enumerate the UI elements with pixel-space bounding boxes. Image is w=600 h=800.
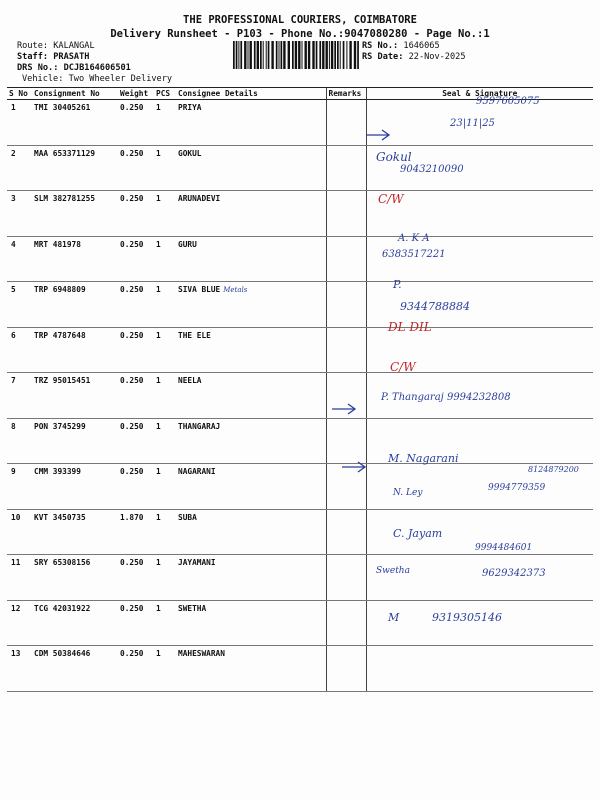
route-value: KALANGAL [53,41,95,51]
row-consignment [32,600,118,646]
row-consignee-text: SUBA [178,512,197,522]
phone-handwritten: 9344788884 [400,300,470,313]
arrow-mark [330,402,360,416]
row-pcs [154,418,176,464]
row-sno-text: 4 [11,239,16,249]
vehicle-value: Two Wheeler Delivery [68,74,173,84]
row-consignment [32,236,118,282]
row-weight-text: 1.870 [120,512,144,522]
row-sno-text: 9 [11,467,16,476]
row-pcs [154,100,176,146]
row-consignment-text: TMI 30405261 [34,103,91,112]
row-pcs-text: 1 [156,467,161,476]
row-consignee-text: ARUNADEVI [178,194,221,203]
row-weight [118,100,154,146]
col-weight: Weight [118,88,154,100]
row-consignment [32,100,118,146]
row-consignee-text: PRIYA [178,103,202,112]
row-weight-text: 0.250 [120,330,144,340]
row-consignee [176,600,326,646]
row-consignee [176,373,326,419]
row-pcs [154,327,176,373]
signature-mark: Gokul [376,150,412,164]
row-sno [7,191,32,237]
row-consignment [32,282,118,328]
route-label: Route: [17,41,49,51]
row-consignee-text: GURU [178,239,197,249]
row-weight [118,509,154,555]
row-pcs [154,236,176,282]
row-consignment [32,373,118,419]
row-sno [7,373,32,419]
row-sno-text: 10 [11,512,21,522]
row-consignee-text: NEELA [178,376,202,385]
row-weight [118,646,154,692]
row-sno [7,327,32,373]
row-consignment-text: PON 3745299 [34,421,86,431]
row-consignment [32,418,118,464]
row-remarks [326,145,366,191]
row-consignee [176,464,326,510]
row-pcs [154,464,176,510]
row-pcs-text: 1 [156,421,161,431]
signature-mark: P. [393,278,402,291]
signature-mark: M. Nagarani [388,452,459,465]
row-consignment-text: MAA 653371129 [34,148,96,158]
row-consignee-text: MAHESWARAN [178,649,225,658]
drs-value: DCJB164606501 [63,63,131,73]
table-row [7,646,593,692]
signature-mark: DL DIL [388,320,432,334]
company-title: THE PROFESSIONAL COURIERS, COIMBATORE [183,14,417,26]
row-consignment-text: TRP 6948809 [34,285,86,294]
staff-value: PRASATH [53,52,90,62]
table-row [7,327,593,373]
row-consignment [32,464,118,510]
row-weight-text: 0.250 [120,376,144,385]
row-consignee-text: JAYAMANI [178,558,216,567]
phone-handwritten: 9994779359 [488,483,546,493]
col-sno: S No [7,88,32,100]
row-consignee [176,509,326,555]
staff-label: Staff: [17,52,49,62]
row-weight [118,327,154,373]
runsheet-subtitle: Delivery Runsheet - P103 - Phone No.:9047080280 - Page No.:1 [110,28,490,40]
row-pcs-text: 1 [156,558,161,567]
row-sno-text: 11 [11,558,21,567]
rs-date-label: RS Date: [362,52,404,62]
row-pcs-text: 1 [156,649,161,658]
row-sno-text: 6 [11,330,16,340]
row-weight [118,145,154,191]
row-consignee [176,555,326,601]
row-sno [7,555,32,601]
row-sno-text: 13 [11,649,21,658]
phone-handwritten: 8124879200 [528,465,579,474]
row-consignee [176,327,326,373]
row-consignee-text: THE ELE [178,330,211,340]
route-line [17,41,95,52]
handwritten-note: Metals [223,286,248,294]
row-consignment-text: CMM 393399 [34,467,81,476]
drs-label: DRS No.: [17,63,59,73]
row-consignee [176,418,326,464]
row-consignment-text: TCG 42031922 [34,603,91,613]
row-consignee [176,236,326,282]
row-remarks [326,600,366,646]
row-consignment-text: MRT 481978 [34,239,81,249]
phone-handwritten: 6383517221 [382,249,446,260]
row-weight-text: 0.250 [120,194,144,203]
row-consignee [176,145,326,191]
table-row [7,236,593,282]
row-sno-text: 8 [11,421,16,431]
row-remarks [326,509,366,555]
row-weight-text: 0.250 [120,148,144,158]
row-pcs-text: 1 [156,148,161,158]
signature-mark: Swetha [376,566,410,576]
row-sno [7,646,32,692]
row-consignee [176,191,326,237]
row-consignment [32,646,118,692]
runsheet-table [7,87,593,692]
row-weight-text: 0.250 [120,421,144,431]
arrow-mark [340,460,370,474]
row-remarks [326,327,366,373]
rs-no-label: RS No.: [362,41,399,51]
row-seal [366,555,593,601]
row-pcs [154,373,176,419]
row-weight-text: 0.250 [120,467,144,476]
col-remarks: Remarks [326,88,366,100]
row-sno [7,600,32,646]
row-consignment [32,555,118,601]
rs-date-line [362,52,466,63]
row-sno-text: 12 [11,603,21,613]
row-pcs-text: 1 [156,376,161,385]
row-consignment-text: SRY 65308156 [34,558,91,567]
row-seal [366,646,593,692]
table-row [7,145,593,191]
row-sno-text: 3 [11,194,16,203]
row-sno [7,418,32,464]
row-consignment [32,145,118,191]
row-pcs [154,509,176,555]
signature-mark: M [388,611,400,624]
row-weight-text: 0.250 [120,103,144,112]
row-pcs-text: 1 [156,103,161,112]
phone-handwritten: 9994484601 [475,543,533,553]
table-row [7,418,593,464]
row-weight-text: 0.250 [120,239,144,249]
row-consignment [32,327,118,373]
signature-mark: P. Thangaraj 9994232808 [381,392,511,403]
row-remarks [326,646,366,692]
row-consignee [176,100,326,146]
row-remarks [326,100,366,146]
row-consignee [176,282,326,328]
row-pcs-text: 1 [156,603,161,613]
arrow-mark [364,128,394,142]
row-pcs-text: 1 [156,194,161,203]
row-sno [7,145,32,191]
row-sno-text: 2 [11,148,16,158]
phone-handwritten: 9629342373 [482,568,546,579]
signature-mark: N. Ley [393,488,423,498]
rs-date-value: 22-Nov-2025 [408,52,466,62]
row-consignment-text: TRZ 95015451 [34,376,91,385]
row-pcs-text: 1 [156,330,161,340]
row-weight [118,373,154,419]
row-consignee-text: GOKUL [178,148,202,158]
row-pcs [154,191,176,237]
row-sno [7,509,32,555]
signature-mark: 9597605075 [476,96,540,107]
phone-handwritten: 9319305146 [432,611,502,624]
row-sno-text: 5 [11,285,16,294]
row-remarks [326,555,366,601]
row-consignment [32,191,118,237]
row-pcs [154,600,176,646]
vehicle-line [22,74,172,85]
col-seal: Seal & Signature [366,88,593,100]
row-consignment [32,509,118,555]
row-pcs-text: 1 [156,239,161,249]
row-consignee-text: NAGARANI [178,467,216,476]
row-weight-text: 0.250 [120,285,144,294]
row-consignee [176,646,326,692]
row-weight [118,600,154,646]
table-row [7,191,593,237]
row-consignment-text: TRP 4787648 [34,330,86,340]
row-consignment-text: CDM 50384646 [34,649,91,658]
row-remarks [326,191,366,237]
drs-line [17,63,131,74]
row-pcs [154,646,176,692]
row-pcs [154,145,176,191]
row-sno [7,282,32,328]
vehicle-label: Vehicle: [22,74,64,84]
row-weight [118,555,154,601]
row-sno-text: 1 [11,103,16,112]
row-pcs-text: 1 [156,285,161,294]
table-row [7,600,593,646]
barcode-image [232,41,360,69]
row-pcs [154,555,176,601]
signature-mark: C/W [390,360,416,374]
row-pcs-text: 1 [156,512,161,522]
row-sno [7,236,32,282]
row-weight [118,191,154,237]
row-weight [118,282,154,328]
rs-no-value: 1646065 [403,41,440,51]
row-weight [118,236,154,282]
row-weight [118,418,154,464]
signature-mark: C/W [378,192,404,206]
row-consignment-text: SLM 382781255 [34,194,96,203]
row-pcs [154,282,176,328]
row-weight-text: 0.250 [120,558,144,567]
table-row [7,282,593,328]
col-pcs: PCS [154,88,176,100]
row-sno [7,464,32,510]
row-consignee-text: SWETHA [178,603,207,613]
row-weight-text: 0.250 [120,649,144,658]
row-consignment-text: KVT 3450735 [34,512,86,522]
phone-handwritten: 23|11|25 [450,118,495,129]
row-remarks [326,418,366,464]
row-weight-text: 0.250 [120,603,144,613]
staff-line [17,52,89,63]
row-sno-text: 7 [11,376,16,385]
phone-handwritten: 9043210090 [400,164,464,175]
signature-mark: A. K A [398,233,430,244]
signature-mark: C. Jayam [393,527,443,540]
row-consignee-text: SIVA BLUE [178,285,221,294]
row-sno [7,100,32,146]
row-weight [118,464,154,510]
row-consignee-text: THANGARAJ [178,421,221,431]
row-remarks [326,282,366,328]
row-remarks [326,236,366,282]
rs-no-line [362,41,440,52]
col-consignment: Consignment No [32,88,118,100]
col-consignee: Consignee Details [176,88,326,100]
